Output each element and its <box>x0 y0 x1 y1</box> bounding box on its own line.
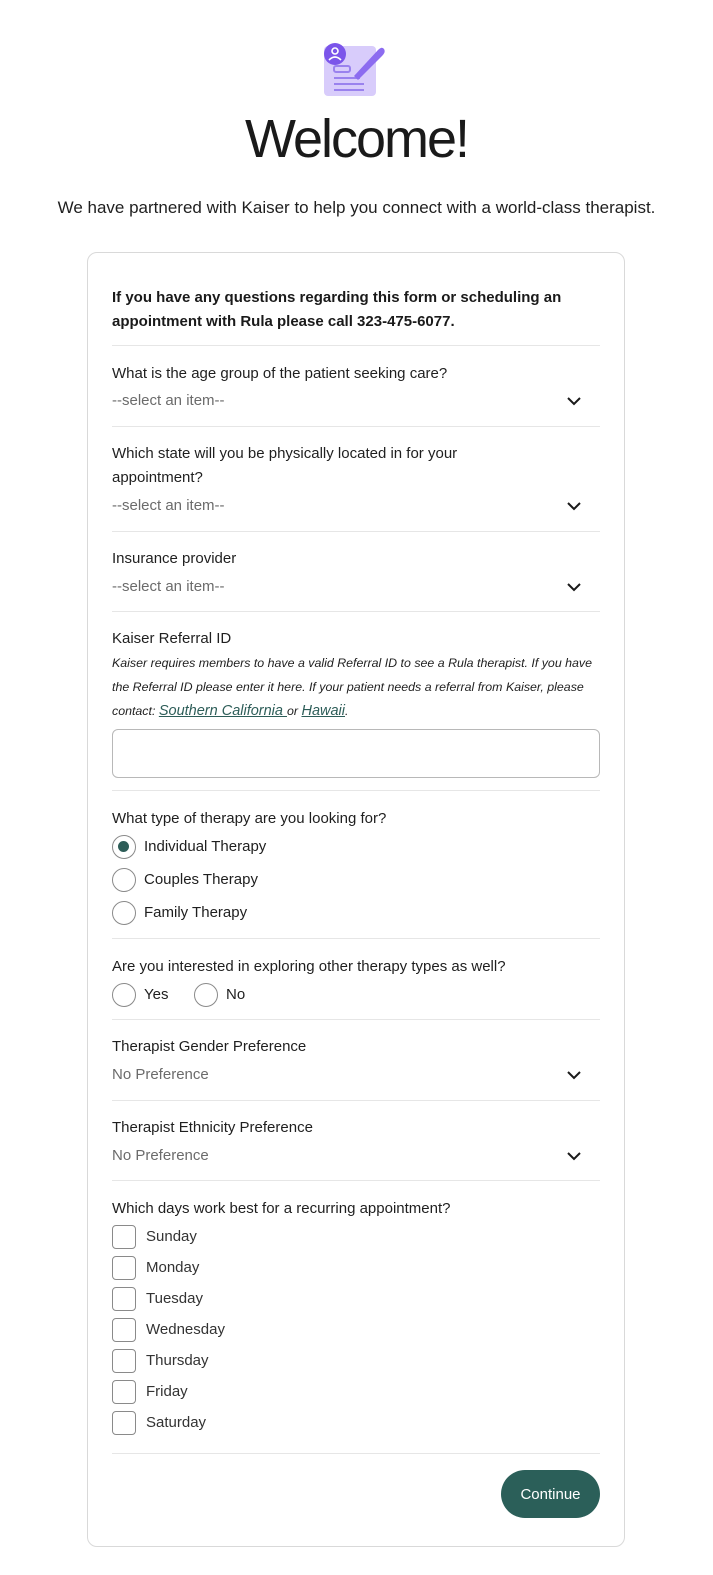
checkbox[interactable] <box>112 1318 136 1342</box>
gender-pref-value: No Preference <box>112 1066 209 1083</box>
radio-couples-therapy[interactable] <box>112 868 258 892</box>
gender-pref-label: Therapist Gender Preference <box>112 1038 307 1055</box>
referral-help-body: Kaiser requires members to have a valid Referral ID to see a Rula therapist. If you have the Referral ID please enter it here. If your patient needs a referral from Kaiser, please contact: <box>112 656 593 718</box>
checkbox-label: Wednesday <box>146 1321 225 1338</box>
checkbox[interactable] <box>112 1256 136 1280</box>
document-signature-icon <box>320 40 386 100</box>
state-label: Which state will you be physically located in for your appointment? <box>112 445 458 486</box>
age-group-select[interactable] <box>112 389 600 413</box>
therapy-type-label: What type of therapy are you looking for? <box>112 810 387 827</box>
checkbox-sunday[interactable] <box>112 1225 197 1249</box>
checkbox-label: Monday <box>146 1259 200 1276</box>
divider <box>112 1019 600 1020</box>
days-label: Which days work best for a recurring appointment? <box>112 1200 451 1217</box>
divider <box>112 790 600 791</box>
checkbox-monday[interactable] <box>112 1256 199 1280</box>
continue-button[interactable]: Continue <box>501 1470 600 1518</box>
state-select[interactable] <box>112 494 600 518</box>
referral-id-label: Kaiser Referral ID <box>112 630 232 647</box>
radio-family-therapy[interactable] <box>112 901 247 925</box>
divider <box>112 611 600 612</box>
radio-button[interactable] <box>112 868 136 892</box>
page-subtitle: We have partnered with Kaiser to help you connect with a world-class therapist. <box>57 198 656 217</box>
checkbox-label: Saturday <box>146 1414 207 1431</box>
radio-no[interactable] <box>194 983 245 1007</box>
insurance-value: --select an item-- <box>112 578 225 595</box>
checkbox-tuesday[interactable] <box>112 1287 203 1311</box>
divider <box>112 1180 600 1181</box>
gender-pref-select[interactable] <box>112 1063 600 1087</box>
insurance-select[interactable] <box>112 575 600 599</box>
radio-yes[interactable] <box>112 983 168 1007</box>
explore-other-label: Are you interested in exploring other therapy types as well? <box>112 958 506 975</box>
state-value: --select an item-- <box>112 497 225 514</box>
chevron-down-icon <box>566 1150 582 1162</box>
radio-label: Individual Therapy <box>144 838 267 855</box>
checkbox-label: Thursday <box>146 1352 209 1369</box>
ethnicity-pref-value: No Preference <box>112 1147 209 1164</box>
checkbox-label: Sunday <box>146 1228 197 1245</box>
southern-california-link[interactable]: Southern California <box>158 703 288 719</box>
divider <box>112 1100 600 1101</box>
radio-button[interactable] <box>112 835 136 859</box>
checkbox-wednesday[interactable] <box>112 1318 225 1342</box>
page-title: Welcome! <box>244 109 469 169</box>
radio-label: Couples Therapy <box>144 871 258 888</box>
divider <box>112 531 600 532</box>
radio-label: Family Therapy <box>144 904 248 921</box>
age-group-value: --select an item-- <box>112 392 225 409</box>
chevron-down-icon <box>566 1069 582 1081</box>
age-group-label: What is the age group of the patient seeking care? <box>112 365 448 382</box>
checkbox-saturday[interactable] <box>112 1411 206 1435</box>
hawaii-link[interactable]: Hawaii <box>301 703 345 719</box>
divider <box>112 426 600 427</box>
checkbox[interactable] <box>112 1380 136 1404</box>
chevron-down-icon <box>566 581 582 593</box>
checkbox[interactable] <box>112 1287 136 1311</box>
chevron-down-icon <box>566 500 582 512</box>
divider <box>112 1453 600 1454</box>
referral-id-input[interactable] <box>112 729 600 778</box>
checkbox[interactable] <box>112 1349 136 1373</box>
checkbox-label: Friday <box>146 1383 188 1400</box>
radio-button[interactable] <box>112 901 136 925</box>
ethnicity-pref-label: Therapist Ethnicity Preference <box>112 1119 313 1136</box>
link-connector: or <box>287 704 302 718</box>
divider <box>112 938 600 939</box>
checkbox[interactable] <box>112 1411 136 1435</box>
radio-button[interactable] <box>194 983 218 1007</box>
ethnicity-pref-select[interactable] <box>112 1144 600 1168</box>
radio-label: No <box>226 986 246 1003</box>
checkbox[interactable] <box>112 1225 136 1249</box>
radio-individual-therapy[interactable] <box>112 835 266 859</box>
referral-help-text <box>112 651 602 723</box>
checkbox-friday[interactable] <box>112 1380 188 1404</box>
divider <box>112 345 600 346</box>
chevron-down-icon <box>566 395 582 407</box>
contact-notice: If you have any questions regarding this form or scheduling an appointment with Rula please call 323-475-6077. <box>112 289 562 330</box>
checkbox-thursday[interactable] <box>112 1349 209 1373</box>
checkbox-label: Tuesday <box>146 1290 203 1307</box>
help-end: . <box>345 704 349 718</box>
radio-label: Yes <box>144 986 169 1003</box>
insurance-label: Insurance provider <box>112 550 237 567</box>
referral-form-card <box>87 252 625 1547</box>
radio-button[interactable] <box>112 983 136 1007</box>
